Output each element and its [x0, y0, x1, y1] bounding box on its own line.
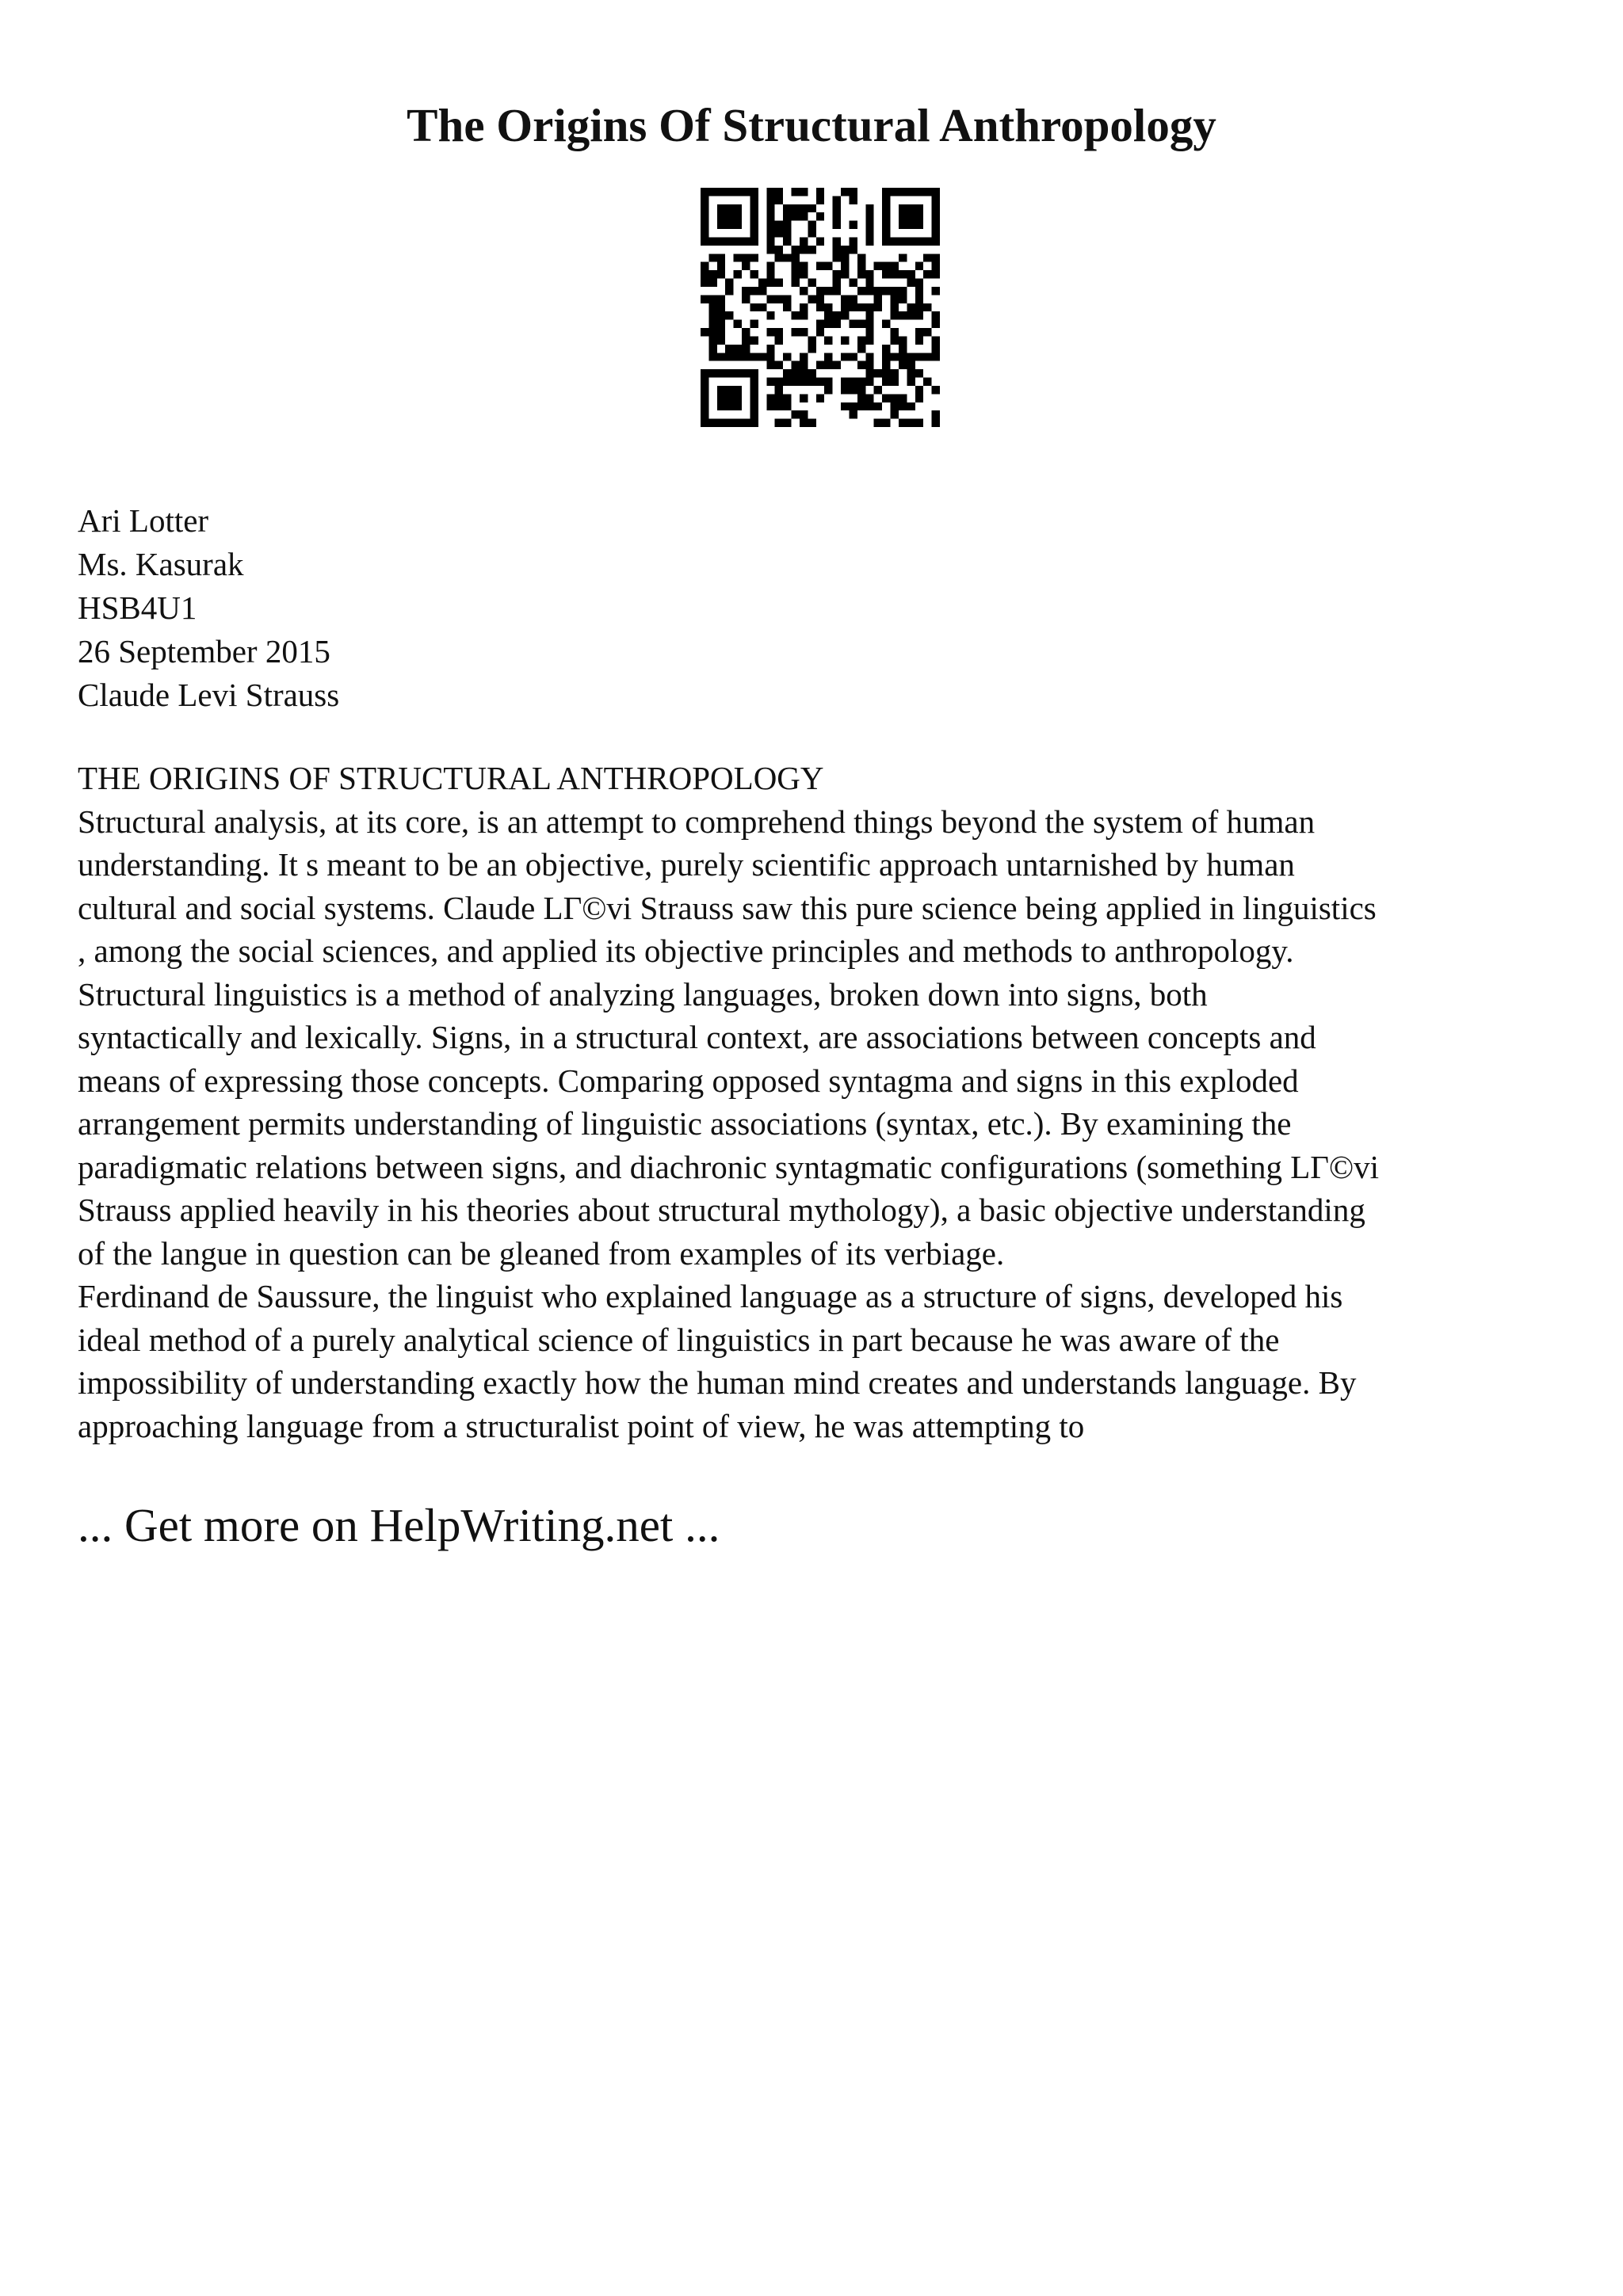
meta-date: 26 September 2015 — [78, 633, 330, 669]
body-line: understanding. It s meant to be an objective, purely scientific approach untarnished by human — [78, 846, 1295, 883]
get-more-link[interactable]: ... Get more on HelpWriting.net ... — [78, 1499, 720, 1551]
body-line: cultural and social systems. Claude LΓ©vi Strauss saw this pure science being applied in linguistics — [78, 889, 1377, 926]
body-line: arrangement permits understanding of linguistic associations (syntax, etc.). By examining the — [78, 1105, 1292, 1142]
meta-course: HSB4U1 — [78, 589, 197, 626]
body-line: paradigmatic relations between signs, and diachronic syntagmatic configurations (something LΓ©vi — [78, 1148, 1380, 1185]
body-line: , among the social sciences, and applied its objective principles and methods to anthropology. — [78, 933, 1294, 969]
meta-teacher: Ms. Kasurak — [78, 546, 244, 582]
body-line: means of expressing those concepts. Comparing opposed syntagma and signs in this exploded — [78, 1062, 1299, 1099]
author-meta — [78, 499, 339, 717]
body-line: Structural analysis, at its core, is an attempt to comprehend things beyond the system of human — [78, 803, 1316, 840]
body-line: ideal method of a purely analytical science of linguistics in part because he was aware of the — [78, 1321, 1280, 1358]
body-line: syntactically and lexically. Signs, in a structural context, are associations between concepts and — [78, 1019, 1316, 1055]
essay-heading: THE ORIGINS OF STRUCTURAL ANTHROPOLOGY — [78, 760, 824, 796]
body-line: of the langue in question can be gleaned from examples of its verbiage. — [78, 1234, 1005, 1272]
document-title: The Origins Of Structural Anthropology — [407, 99, 1216, 151]
body-line: impossibility of understanding exactly how the human mind creates and understands language. By — [78, 1364, 1357, 1401]
body-line: Strauss applied heavily in his theories about structural mythology), a basic objective understanding — [78, 1192, 1365, 1228]
meta-subject: Claude Levi Strauss — [78, 677, 340, 713]
body-line: Ferdinand de Saussure, the linguist who explained language as a structure of signs, developed his — [78, 1278, 1343, 1314]
essay-body — [78, 757, 1568, 1447]
qr-code-icon — [701, 188, 940, 427]
body-line: approaching language from a structuralist point of view, he was attempting to — [78, 1407, 1085, 1444]
meta-author: Ari Lotter — [78, 502, 209, 539]
body-line: Structural linguistics is a method of analyzing languages, broken down into signs, both — [78, 975, 1208, 1013]
